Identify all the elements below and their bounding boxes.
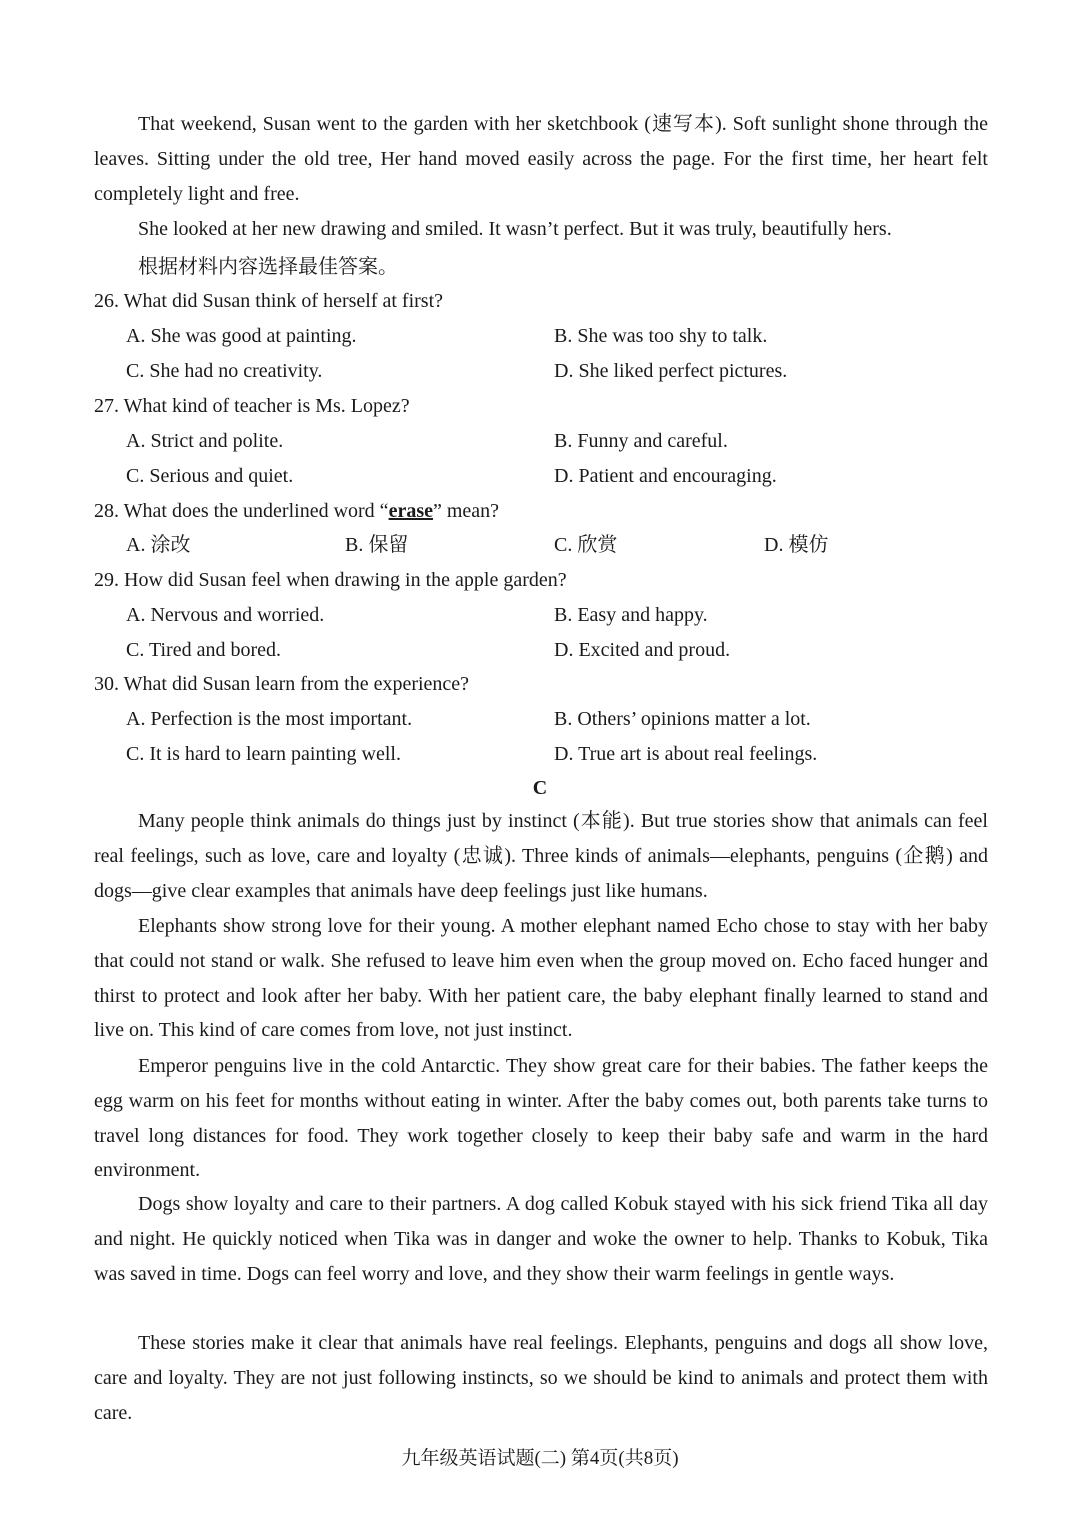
passage-paragraph: She looked at her new drawing and smiled. It wasn’t perfect. But it was truly, beautifully hers. (138, 218, 892, 240)
passage-paragraph: Elephants show strong love for their young. A mother elephant named Echo chose to stay with her baby that could not stand or walk. She refused to leave him even when the group moved on. Echo faced hunger and thirst to protect and look after her baby. With her patient care, the baby elephant finally learned to stand and live on. This kind of care comes from love, not just instinct. (94, 915, 988, 1042)
question-28-option-d: D. 模仿 (764, 534, 829, 556)
question-27-option-d: D. Patient and encouraging. (554, 465, 777, 487)
underlined-word: erase (388, 500, 433, 522)
question-28-stem (94, 497, 499, 525)
question-29-option-d: D. Excited and proud. (554, 639, 731, 661)
question-29-stem: 29. How did Susan feel when drawing in the apple garden? (94, 569, 567, 591)
question-28-option-a: A. 涂改 (126, 534, 191, 556)
question-30-option-d: D. True art is about real feelings. (554, 743, 818, 765)
question-28-option-b: B. 保留 (345, 534, 409, 556)
question-26-option-a: A. She was good at painting. (126, 325, 357, 347)
passage-paragraph: These stories make it clear that animals have real feelings. Elephants, penguins and dogs all show love, care and loyalty. They are not just following instincts, so we should be kind to animals and protect them with care. (94, 1332, 988, 1424)
question-30-option-c: C. It is hard to learn painting well. (126, 743, 401, 765)
passage-paragraph: Dogs show loyalty and care to their partners. A dog called Kobuk stayed with his sick friend Tika all day and night. He quickly noticed when Tika was in danger and woke the owner to help. Thanks to Kobuk, Tika was saved in time. Dogs can feel worry and love, and they show their warm feelings in gentle ways. (94, 1193, 988, 1285)
question-27-option-a: A. Strict and polite. (126, 430, 284, 452)
question-28-stem-after: ” mean? (432, 500, 500, 522)
passage-paragraph: Many people think animals do things just by instinct (本能). But true stories show that animals can feel real feelings, such as love, care and loyalty (忠诚). Three kinds of animals—elephants, penguins (企鹅) and dogs—give clear examples that animals have deep feelings just like humans. (94, 810, 988, 902)
question-29-option-a: A. Nervous and worried. (126, 604, 325, 626)
section-c-heading: C (532, 777, 548, 799)
page-footer: 九年级英语试题(二) 第4页(共8页) (401, 1448, 679, 1469)
question-30-option-b: B. Others’ opinions matter a lot. (554, 708, 811, 730)
question-27-stem: 27. What kind of teacher is Ms. Lopez? (94, 395, 410, 417)
question-26-stem: 26. What did Susan think of herself at first? (94, 290, 444, 312)
passage-paragraph: Emperor penguins live in the cold Antarctic. They show great care for their babies. The father keeps the egg warm on his feet for months without eating in winter. After the baby comes out, both parents take turns to travel long distances for food. They work together closely to keep their baby safe and warm in the hard environment. (94, 1055, 988, 1182)
question-30-option-a: A. Perfection is the most important. (126, 708, 413, 730)
question-28-stem-before: 28. What does the underlined word “ (94, 500, 389, 522)
question-30-stem: 30. What did Susan learn from the experience? (94, 673, 470, 695)
instruction-text: 根据材料内容选择最佳答案。 (138, 256, 398, 278)
question-29-option-c: C. Tired and bored. (126, 639, 281, 661)
question-27-option-b: B. Funny and careful. (554, 430, 728, 452)
question-26-option-d: D. She liked perfect pictures. (554, 360, 788, 382)
question-27-option-c: C. Serious and quiet. (126, 465, 294, 487)
question-29-option-b: B. Easy and happy. (554, 604, 708, 626)
question-28-option-c: C. 欣赏 (554, 534, 618, 556)
passage-paragraph: That weekend, Susan went to the garden with her sketchbook (速写本). Soft sunlight shone through the leaves. Sitting under the old tree, Her hand moved easily across the page. For the first time, her heart felt completely light and free. (94, 113, 988, 205)
question-26-option-b: B. She was too shy to talk. (554, 325, 768, 347)
question-26-option-c: C. She had no creativity. (126, 360, 323, 382)
